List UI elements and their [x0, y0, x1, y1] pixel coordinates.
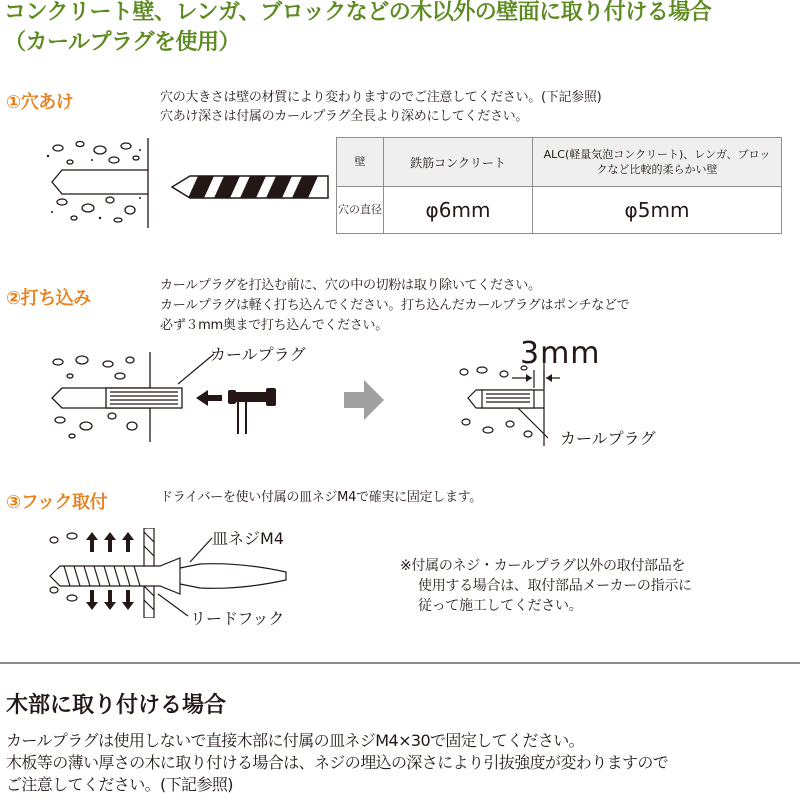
label-screw: 皿ネジM4 [212, 529, 284, 548]
step2-heading: ②打ち込み [6, 288, 91, 309]
step2-text-line3: 必ず３mm奥まで打ち込んでください。 [160, 318, 388, 333]
table-value-concrete: φ6mm [384, 187, 533, 234]
wood-heading: 木部に取り付ける場合 [6, 693, 227, 718]
wood-text-line2: 木板等の薄い厚さの木に取り付ける場合は、ネジの埋込の深さにより引抜強度が変わりますので [6, 753, 669, 772]
step1-heading: ①穴あけ [6, 92, 74, 113]
leader-line [176, 352, 216, 386]
table-header-alc: ALC(軽量気泡コンクリート)、レンガ、ブロックなど比較的柔らかい壁 [533, 138, 782, 187]
wall-hole-illustration [40, 138, 160, 228]
note-line2: 使用する場合は、取付部品メーカーの指示に [418, 578, 692, 594]
table-header-wall: 壁 [337, 138, 384, 187]
hole-size-table [336, 137, 782, 234]
page-title: コンクリート壁、レンガ、ブロックなどの木以外の壁面に取り付ける場合 [4, 0, 712, 25]
label-plug-left: カールプラグ [210, 345, 306, 364]
label-hook: リードフック [190, 609, 285, 628]
wood-text-line1: カールプラグは使用しないで直接木部に付属の皿ネジM4×30で固定してください。 [6, 731, 585, 750]
step3-heading: ③フック取付 [6, 492, 107, 513]
step1-text-line1: 穴の大きさは壁の材質により変わりますのでご注意してください。(下記参照) [160, 90, 602, 105]
label-plug-right: カールプラグ [560, 429, 656, 448]
wood-text-line3: ご注意してください。(下記参照) [6, 775, 233, 794]
note-line1: ※付属のネジ・カールプラグ以外の取付部品を [400, 558, 686, 574]
next-step-arrow-icon [342, 378, 386, 422]
step2-text-line2: カールプラグは軽く打ち込んでください。打ち込んだカールプラグはポンチなどで [160, 298, 630, 313]
step3-text-line1: ドライバーを使い付属の皿ネジM4で確実に固定します。 [160, 490, 482, 505]
plug-insertion-illustration [40, 352, 290, 442]
step2-text-line1: カールプラグを打込む前に、穴の中の切粉は取り除いてください。 [160, 278, 541, 293]
note-line3: 従って施工してください。 [418, 598, 583, 614]
table-row-label: 穴の直径 [337, 187, 384, 234]
page-subtitle: （カールプラグを使用） [4, 30, 241, 55]
plug-inserted-illustration [452, 362, 562, 446]
section-divider [0, 662, 800, 664]
label-3mm: 3mm [520, 336, 601, 371]
table-value-alc: φ5mm [533, 187, 782, 234]
drill-bit-icon [168, 170, 332, 204]
step1-text-line2: 穴あけ深さは付属のカールプラグ全長より深めにしてください。 [160, 109, 529, 124]
table-header-concrete: 鉄筋コンクリート [384, 138, 533, 187]
